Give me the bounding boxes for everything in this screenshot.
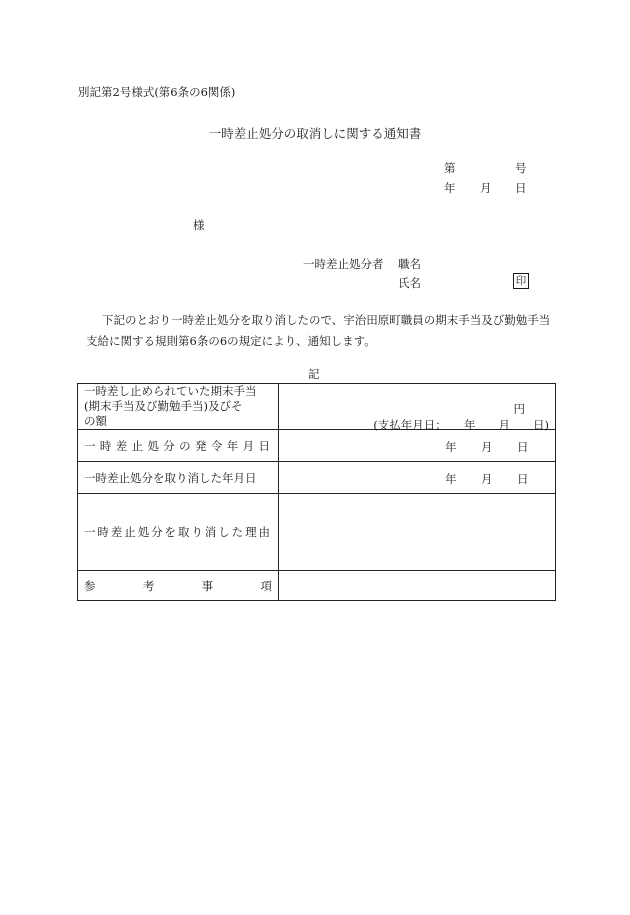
amount-value-cell [279, 384, 556, 430]
label-char: 理 [245, 525, 257, 539]
form-label: 別記第2号様式(第6条の6関係) [78, 85, 236, 99]
label-char: 取 [177, 525, 190, 539]
table-row [78, 462, 556, 494]
payment-date-note: (支払年月日： 年 月 日) [373, 418, 549, 432]
issue-date-label-text [84, 438, 272, 454]
label-char: 処 [137, 525, 150, 539]
ki-heading: 記 [308, 367, 320, 381]
label-char: 令 [210, 438, 223, 453]
document-title: 一時差止処分の取消しに関する通知書 [208, 126, 422, 141]
issue-date-label [78, 430, 279, 462]
remarks-label-text [84, 578, 272, 594]
seal-mark: 印 [513, 273, 529, 289]
amount-label [78, 384, 279, 430]
label-char: 消 [204, 525, 217, 539]
label-char: 止 [131, 438, 144, 453]
cancel-month: 月 [481, 472, 493, 486]
number-dai: 第 [444, 161, 456, 175]
remarks-char: 参 [84, 578, 96, 593]
issue-date-cell [279, 430, 556, 462]
issue-year: 年 [445, 440, 457, 454]
label-char: 時 [99, 438, 112, 453]
label-char: 年 [226, 438, 239, 453]
label-char: 日 [258, 438, 270, 453]
label-char: 止 [124, 525, 136, 539]
reason-label [78, 494, 279, 571]
label-char: 一 [84, 525, 96, 539]
issue-day: 日 [517, 440, 529, 454]
cancel-year: 年 [445, 472, 457, 486]
label-char: 時 [97, 525, 109, 539]
label-char: り [191, 525, 203, 539]
label-char: 分 [163, 438, 175, 453]
label-char: 差 [115, 438, 128, 453]
reason-label-text [84, 524, 272, 540]
table-row [78, 430, 556, 462]
cancel-day: 日 [517, 472, 529, 486]
reason-value-cell [279, 494, 556, 571]
body-text: 下記のとおり一時差止処分を取り消したので、宇治田原町職員の期末手当及び勤勉手当支給に関する規則第6条の6の規定により、通知します。 [86, 313, 551, 348]
label-char: 由 [258, 525, 270, 539]
remarks-char: 事 [201, 578, 214, 593]
date-month: 月 [480, 181, 492, 195]
label-char: 発 [195, 438, 207, 453]
table-row [78, 384, 556, 430]
label-char: の [179, 438, 191, 453]
label-char: 一 [84, 438, 96, 453]
issue-month: 月 [481, 440, 493, 454]
cancel-date-cell [279, 462, 556, 494]
label-char: 分 [151, 525, 163, 539]
addressee-sama: 様 [193, 218, 205, 232]
label-char: 差 [110, 525, 123, 539]
number-go: 号 [515, 161, 527, 175]
label-char: た [231, 525, 244, 539]
remarks-char: 考 [142, 578, 155, 593]
label-char: 月 [242, 438, 255, 453]
sender-name-label: 氏名 [398, 276, 421, 290]
date-day: 日 [515, 181, 527, 195]
label-char: し [218, 525, 230, 539]
label-char: を [164, 525, 177, 539]
remarks-label [78, 571, 279, 601]
details-table [77, 383, 556, 601]
amount-label-line: の額 [84, 414, 107, 428]
amount-label-line: 一時差し止められていた期末手当 [84, 384, 257, 398]
date-year: 年 [444, 181, 456, 195]
label-char: 処 [147, 438, 159, 453]
sender-role: 一時差止処分者 [303, 257, 384, 271]
sender-job-label: 職名 [398, 257, 421, 271]
cancel-date-label: 一時差止処分を取り消した年月日 [78, 462, 279, 494]
remarks-char: 項 [260, 578, 272, 593]
table-row [78, 571, 556, 601]
yen-unit: 円 [513, 402, 525, 416]
table-row [78, 494, 556, 571]
amount-label-line: (期末手当及び勤勉手当)及びそ [84, 399, 243, 413]
remarks-value-cell [279, 571, 556, 601]
